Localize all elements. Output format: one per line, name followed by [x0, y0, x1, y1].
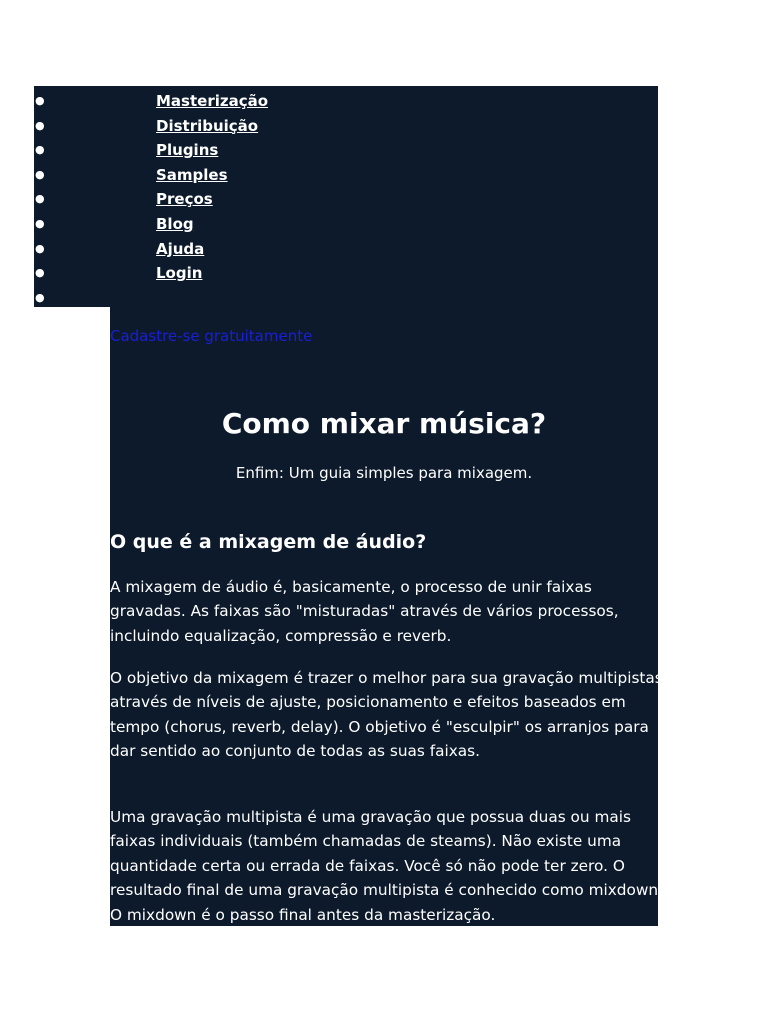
nav-link-distribuicao[interactable]: Distribuição	[156, 116, 259, 135]
bullet-icon: ●	[35, 192, 45, 206]
article-content	[110, 307, 663, 926]
paragraph: O objetivo da mixagem é trazer o melhor para sua gravação multipistas através de níveis de ajuste, posicionamento e efeitos baseados em tempo (chorus, reverb, delay). O objetivo é "esculpir" os arranjos para dar sentido ao conjunto de todas as suas faixas.	[110, 669, 663, 761]
signup-link[interactable]: Cadastre-se gratuitamente	[110, 327, 313, 345]
nav-menu	[34, 86, 658, 307]
nav-link-plugins[interactable]: Plugins	[156, 141, 219, 160]
nav-link-blog[interactable]: Blog	[156, 214, 194, 233]
paragraph: A mixagem de áudio é, basicamente, o processo de unir faixas gravadas. As faixas são "misturadas" através de vários processos, incluindo equalização, compressão e reverb.	[110, 578, 619, 645]
bullet-icon: ●	[35, 290, 45, 304]
paragraph: Uma gravação multipista é uma gravação que possua duas ou mais faixas individuais (também chamadas de steams). Não existe uma quantidade certa ou errada de faixas. Você só não pode ter zero. O resultado final de uma gravação multipista é conhecido como mixdown. O mixdown é o passo final antes da masterização.	[110, 808, 663, 924]
nav-link-masterizacao[interactable]: Masterização	[156, 92, 269, 110]
nav-link-ajuda[interactable]: Ajuda	[156, 239, 205, 258]
nav-link-samples[interactable]: Samples	[156, 165, 228, 184]
bullet-icon: ●	[35, 241, 45, 255]
bullet-icon: ●	[35, 94, 45, 107]
bullet-icon: ●	[35, 118, 45, 132]
nav-link-precos[interactable]: Preços	[156, 190, 213, 209]
page-title: Como mixar música?	[221, 407, 547, 440]
bullet-icon: ●	[35, 167, 45, 181]
bullet-icon: ●	[35, 266, 45, 280]
bullet-icon: ●	[35, 216, 45, 230]
nav-link-login[interactable]: Login	[156, 264, 203, 283]
page-subtitle: Enfim: Um guia simples para mixagem.	[235, 464, 533, 482]
bullet-icon: ●	[35, 143, 45, 157]
section-heading: O que é a mixagem de áudio?	[110, 531, 427, 553]
